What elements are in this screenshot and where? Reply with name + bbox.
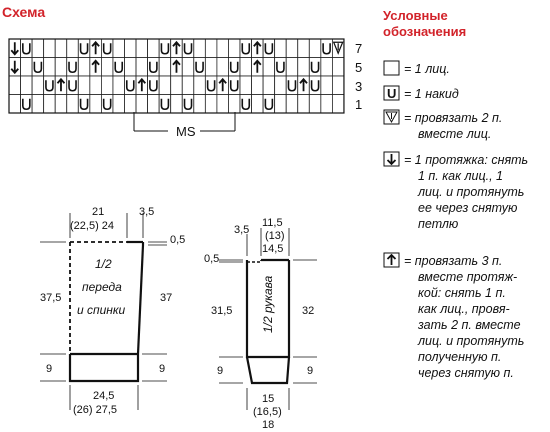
yarn-over-icon — [182, 95, 194, 114]
body-lower-height-left: 9 — [46, 363, 53, 375]
body-shoulder: 3,5 — [139, 206, 155, 218]
yarn-over-icon — [263, 95, 275, 114]
yarn-over-icon — [240, 95, 252, 114]
chart-cell — [194, 95, 206, 114]
chart-cell — [44, 39, 56, 58]
double-decrease-icon — [55, 76, 67, 95]
chart-cell — [275, 76, 287, 95]
chart-cell — [217, 39, 229, 58]
legend-item-ssk-l5: петлю — [418, 217, 459, 231]
legend-item-k2tog-l2: вместе лиц. — [418, 127, 492, 141]
chart-cell — [55, 95, 67, 114]
chart-cell — [298, 58, 310, 77]
chart-cell — [78, 58, 90, 77]
chart-cell — [136, 95, 148, 114]
chart-cell — [90, 95, 102, 114]
legend-item-knit: = 1 лиц. — [404, 62, 450, 76]
sleeve-top-width: 11,5 — [262, 217, 283, 229]
yarn-over-icon — [21, 95, 33, 114]
chart-cell — [205, 39, 217, 58]
chart-cell — [125, 95, 137, 114]
chart-cell — [298, 95, 310, 114]
double-decrease-icon — [171, 58, 183, 77]
chart-cell — [9, 76, 21, 95]
yarn-over-icon — [263, 39, 275, 58]
double-decrease-icon — [136, 76, 148, 95]
legend-item-dd-l8: через снятую п. — [418, 366, 514, 380]
double-decrease-icon — [298, 76, 310, 95]
yarn-over-icon — [275, 58, 287, 77]
yarn-over-icon — [309, 76, 321, 95]
chart-cell — [9, 95, 21, 114]
chart-cell — [205, 95, 217, 114]
chart-cell — [252, 95, 264, 114]
yarn-over-icon — [148, 76, 160, 95]
chart-cell — [125, 39, 137, 58]
scheme-title: Схема — [2, 4, 46, 20]
legend-item-k2tog-l1: = провязать 2 п. — [404, 111, 503, 125]
yarn-over-icon — [21, 39, 33, 58]
legend-item-dd-l4: как лиц., провя- — [418, 302, 510, 316]
double-decrease-icon — [217, 76, 229, 95]
chart-cell — [275, 39, 287, 58]
body-top-width-alt: (22,5) 24 — [70, 220, 115, 232]
chart-cell — [113, 76, 125, 95]
chart-cell — [67, 95, 79, 114]
chart-cell — [21, 58, 33, 77]
chart-cell — [55, 39, 67, 58]
legend-title-line1: Условные — [383, 8, 448, 23]
chart-cell — [263, 58, 275, 77]
sleeve-top-left: 3,5 — [234, 224, 250, 236]
legend-item-dd-l6: лиц. и протянуть — [418, 334, 525, 348]
yarn-over-icon — [240, 39, 252, 58]
chart-cell — [275, 95, 287, 114]
body-label-line2: переда — [82, 280, 122, 294]
chart-cell — [136, 58, 148, 77]
chart-cell — [332, 76, 344, 95]
chart-cell — [194, 76, 206, 95]
row-number-7: 7 — [355, 41, 363, 56]
chart-cell — [309, 95, 321, 114]
chart-cell — [113, 95, 125, 114]
yarn-over-icon — [159, 95, 171, 114]
chart-cell — [171, 76, 183, 95]
slip-pass-icon — [9, 39, 21, 58]
yarn-over-icon — [194, 58, 206, 77]
yarn-over-icon — [384, 86, 399, 101]
sleeve-label: 1/2 рукава — [261, 275, 275, 333]
chart-cell — [32, 39, 44, 58]
body-side-drop: 0,5 — [170, 234, 186, 246]
legend-item-dd-l7: полученную п. — [418, 350, 502, 364]
body-label-line3: и спинки — [77, 303, 126, 317]
yarn-over-icon — [67, 58, 79, 77]
yarn-over-icon — [286, 76, 298, 95]
chart-cell — [148, 39, 160, 58]
body-upper-height-right: 37 — [160, 292, 173, 304]
legend-item-ssk-l1: = 1 протяжка: снять — [404, 153, 529, 167]
chart-cell — [159, 76, 171, 95]
chart-cell — [182, 76, 194, 95]
body-top-width: 21 — [92, 206, 105, 218]
chart-cell — [332, 95, 344, 114]
chart-cell — [240, 58, 252, 77]
chart-cell — [286, 39, 298, 58]
yarn-over-icon — [44, 76, 56, 95]
legend-item-dd-l2: вместе протяж- — [418, 270, 518, 284]
k2tog-icon — [384, 110, 399, 124]
chart-cell — [67, 39, 79, 58]
chart-cell — [309, 39, 321, 58]
svg-text:U: U — [387, 86, 397, 101]
legend-item-ssk-l3: лиц. и протянуть — [418, 185, 525, 199]
chart-cell — [182, 58, 194, 77]
sleeve-bottom-width-alt: (16,5) — [253, 406, 282, 418]
chart-cell — [228, 95, 240, 114]
yarn-over-icon — [78, 95, 90, 114]
double-decrease-icon — [384, 253, 399, 267]
row-number-1: 1 — [355, 97, 363, 112]
double-decrease-icon — [252, 58, 264, 77]
body-label-line1: 1/2 — [95, 257, 112, 271]
yarn-over-icon — [321, 39, 333, 58]
chart-cell — [321, 58, 333, 77]
chart-cell — [44, 95, 56, 114]
sleeve-top-width-alt1: (13) — [265, 230, 285, 242]
double-decrease-icon — [90, 58, 102, 77]
yarn-over-icon — [228, 58, 240, 77]
chart-cell — [101, 76, 113, 95]
yarn-over-icon — [182, 39, 194, 58]
sleeve-side-drop: 0,5 — [204, 253, 220, 265]
yarn-over-icon — [205, 76, 217, 95]
yarn-over-icon — [101, 39, 113, 58]
chart-cell — [148, 95, 160, 114]
chart-cell — [263, 76, 275, 95]
legend-item-yarn-over: = 1 накид — [404, 87, 459, 101]
chart-cell — [125, 58, 137, 77]
empty-box-icon — [384, 61, 399, 75]
chart-cell — [21, 76, 33, 95]
legend-item-dd-l5: зать 2 п. вместе — [418, 318, 521, 332]
sleeve-lower-height-right: 9 — [307, 365, 314, 377]
yarn-over-icon — [228, 76, 240, 95]
body-upper-height-left: 37,5 — [40, 292, 62, 304]
yarn-over-icon — [125, 76, 137, 95]
slip-pass-icon — [9, 58, 21, 77]
chart-cell — [240, 76, 252, 95]
chart-cell — [217, 58, 229, 77]
row-number-5: 5 — [355, 60, 363, 75]
stitch-chart — [9, 39, 344, 113]
sleeve-upper-height-right: 32 — [302, 305, 315, 317]
sleeve-lower-height-left: 9 — [217, 365, 224, 377]
sleeve-bottom-width-alt2: 18 — [262, 419, 275, 431]
yarn-over-icon — [32, 58, 44, 77]
chart-cell — [194, 39, 206, 58]
chart-cell — [32, 76, 44, 95]
chart-cell — [321, 95, 333, 114]
chart-cell — [286, 95, 298, 114]
repeat-label: MS — [176, 124, 196, 139]
chart-cell — [217, 95, 229, 114]
chart-cell — [113, 39, 125, 58]
chart-cell — [286, 58, 298, 77]
chart-cell — [32, 95, 44, 114]
sleeve-bottom-width: 15 — [262, 393, 275, 405]
sleeve-top-width-alt2: 14,5 — [262, 243, 284, 255]
chart-cell — [78, 76, 90, 95]
body-lower-height-right: 9 — [159, 363, 166, 375]
slip-pass-icon — [384, 152, 399, 166]
row-number-3: 3 — [355, 79, 363, 94]
k2tog-icon — [332, 39, 344, 58]
chart-cell — [298, 39, 310, 58]
legend-item-dd-l1: = провязать 3 п. — [404, 254, 503, 268]
chart-cell — [252, 76, 264, 95]
chart-cell — [228, 39, 240, 58]
double-decrease-icon — [90, 39, 102, 58]
yarn-over-icon — [67, 76, 79, 95]
legend-item-ssk-l2: 1 п. как лиц., 1 — [418, 169, 503, 183]
yarn-over-icon — [148, 58, 160, 77]
legend-title-line2: обозначения — [383, 24, 467, 39]
chart-cell — [55, 58, 67, 77]
yarn-over-icon — [101, 95, 113, 114]
body-bottom-width-alt: (26) 27,5 — [73, 404, 118, 416]
yarn-over-icon — [113, 58, 125, 77]
legend-item-ssk-l4: ее через снятую — [418, 201, 518, 215]
legend-item-dd-l3: кой: снять 1 п. — [418, 286, 506, 300]
chart-cell — [332, 58, 344, 77]
chart-cell — [90, 76, 102, 95]
chart-cell — [321, 76, 333, 95]
yarn-over-icon — [78, 39, 90, 58]
chart-cell — [171, 95, 183, 114]
sleeve-upper-height-left: 31,5 — [211, 305, 233, 317]
double-decrease-icon — [252, 39, 264, 58]
chart-cell — [44, 58, 56, 77]
chart-cell — [101, 58, 113, 77]
yarn-over-icon — [159, 39, 171, 58]
body-bottom-width: 24,5 — [93, 390, 115, 402]
yarn-over-icon — [309, 58, 321, 77]
chart-cell — [136, 39, 148, 58]
chart-cell — [159, 58, 171, 77]
double-decrease-icon — [171, 39, 183, 58]
chart-cell — [205, 58, 217, 77]
